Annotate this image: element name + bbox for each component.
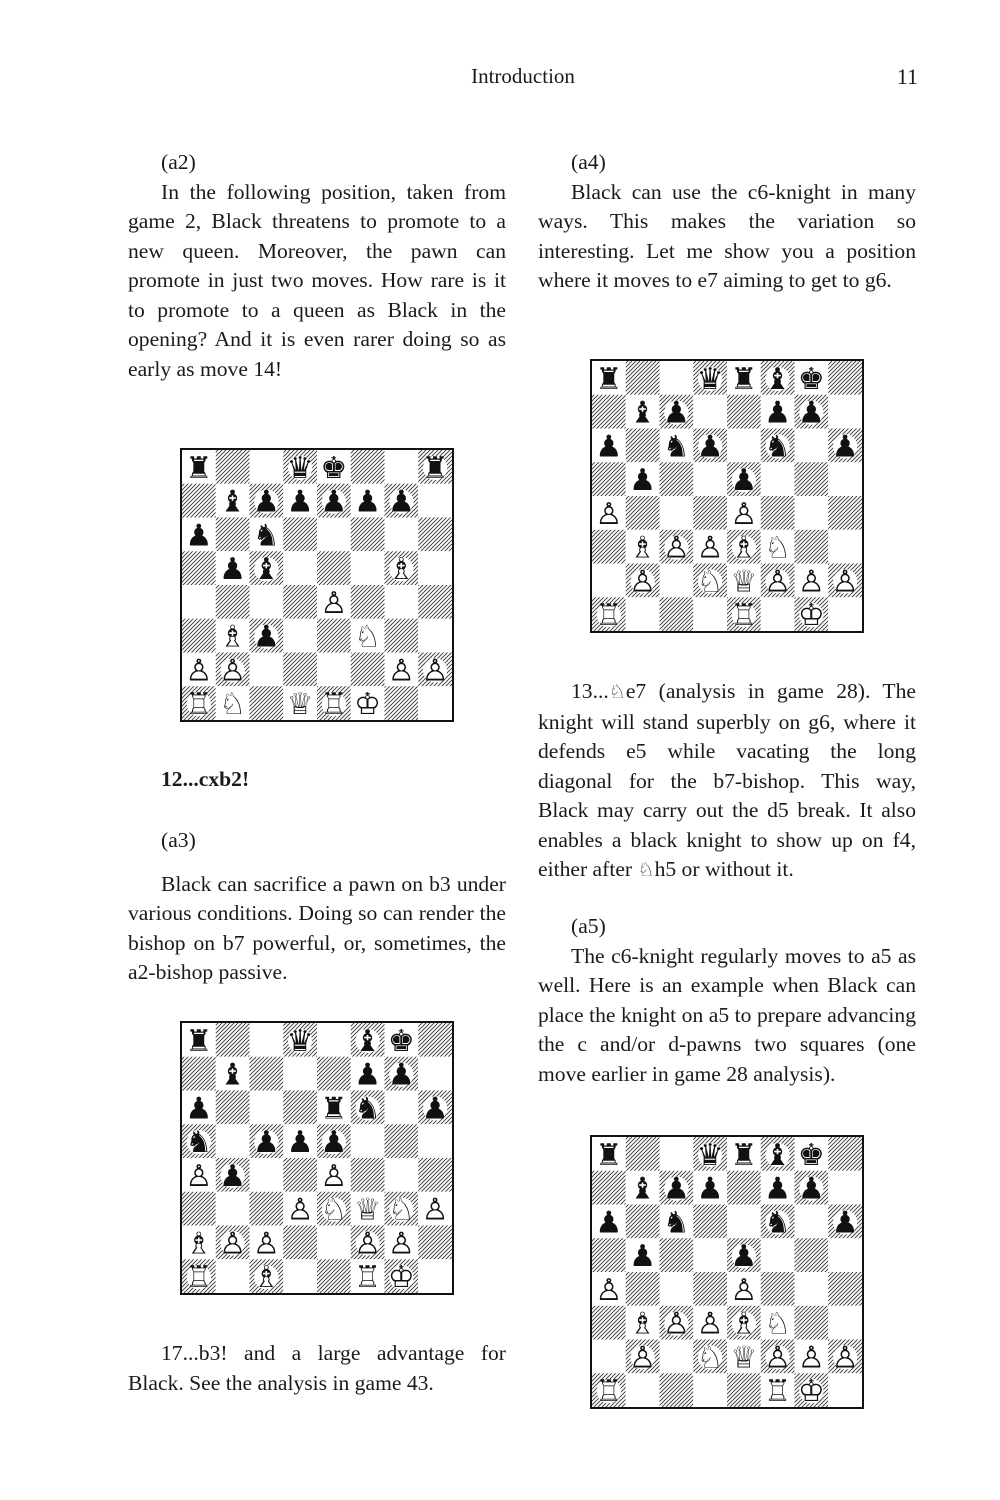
white-queen-icon: ♕ [286,687,314,720]
black-pawn-icon: ♟ [185,518,213,554]
white-pawn-icon: ♙ [797,564,825,600]
square-g3-dark [795,1306,829,1340]
square-b6-dark [216,518,250,552]
black-pawn-icon: ♟ [797,1171,825,1207]
black-pawn-icon: ♟ [219,552,247,588]
text-13-b: h5 or without it. [654,857,794,881]
black-king-icon: ♚ [320,450,348,486]
square-h4-dark [418,1158,452,1192]
black-queen-icon: ♛ [696,1137,724,1173]
square-h1-light [418,686,452,720]
square-d4-dark [693,496,727,530]
square-h2-dark [418,1226,452,1260]
white-knight-icon: ♘ [320,1192,348,1228]
white-queen-icon: ♕ [730,1340,758,1376]
white-rook-icon: ♖ [185,1260,213,1293]
page-number: 11 [896,64,918,89]
white-pawn-icon: ♙ [662,1306,690,1342]
square-h1-light [418,1259,452,1293]
text-13-a: e7 (analysis in game 28). The knight will stand superbly on g6, where it defends e5 while vacating the long diagonal for the b7-bishop. This way, Black may carry out the d5 break. It also enables a black knight to show up on f4, either after [538,679,916,881]
square-h5-light [418,1124,452,1158]
black-pawn-icon: ♟ [595,1205,623,1241]
square-c1-dark [660,597,694,631]
black-knight-icon: ♞ [252,518,280,554]
white-pawn-icon: ♙ [831,1340,859,1376]
black-pawn-icon: ♟ [696,1171,724,1207]
black-pawn-icon: ♟ [252,1125,280,1161]
white-pawn-icon: ♙ [764,1340,792,1376]
white-pawn-icon: ♙ [831,564,859,600]
label-a2: (a2) [161,150,196,174]
square-g3-dark [385,619,419,653]
square-d3-light [283,619,317,653]
square-c2-light [660,1340,694,1374]
square-g5-dark [795,1238,829,1272]
square-d4-dark [283,1158,317,1192]
square-g4-light [385,1158,419,1192]
square-h7-light [828,395,862,429]
square-d4-dark [283,585,317,619]
square-c5-dark [660,1238,694,1272]
square-b1-light [626,597,660,631]
diagram-a4 [590,359,864,633]
paragraph-a4: Black can use the c6-knight in many ways. This makes the variation so interesting. Let me show you a position where it moves to e7 aiming to get to g6. [538,179,916,292]
white-pawn-icon: ♙ [421,653,449,689]
right-caption-13 [538,677,916,886]
square-h7-light [828,1171,862,1205]
white-knight-icon: ♘ [764,530,792,566]
square-e6-light [727,429,761,463]
square-a3-dark [182,619,216,653]
square-c2-light [660,564,694,598]
square-c6-light [250,1091,284,1125]
square-h5-light [828,1238,862,1272]
white-pawn-icon: ♙ [764,564,792,600]
white-rook-icon: ♖ [320,687,348,720]
square-c4-light [660,496,694,530]
square-a3-dark [592,530,626,564]
knight-symbol-icon: ♘ [608,681,626,703]
square-h5-light [828,462,862,496]
square-b1-light [216,1259,250,1293]
black-pawn-icon: ♟ [421,1091,449,1127]
square-h3-light [828,530,862,564]
square-d7-light [693,395,727,429]
square-c8-light [660,1137,694,1171]
square-b8-dark [216,1023,250,1057]
move-12-cxb2: 12...cxb2! [161,767,250,791]
square-g4-light [795,496,829,530]
white-rook-icon: ♖ [185,687,213,720]
text-13-prefix: 13... [571,679,609,703]
black-pawn-icon: ♟ [252,484,280,520]
square-e7-dark [317,1057,351,1091]
square-f2-dark [351,653,385,687]
white-queen-icon: ♕ [730,564,758,600]
square-a5-dark [592,462,626,496]
square-b8-dark [216,450,250,484]
square-b5-light [216,1124,250,1158]
square-g4-light [385,585,419,619]
black-bishop-icon: ♝ [629,1171,657,1207]
white-knight-icon: ♘ [696,1340,724,1376]
white-knight-icon: ♘ [696,564,724,600]
white-bishop-icon: ♗ [730,530,758,566]
black-pawn-icon: ♟ [764,1171,792,1207]
caption-13-ne7 [538,677,916,886]
white-pawn-icon: ♙ [797,1340,825,1376]
white-pawn-icon: ♙ [662,530,690,566]
black-rook-icon: ♜ [421,450,449,486]
square-c7-dark [250,1057,284,1091]
black-pawn-icon: ♟ [662,395,690,431]
square-h8-dark [828,1137,862,1171]
black-pawn-icon: ♟ [797,395,825,431]
white-knight-icon: ♘ [219,687,247,720]
white-knight-icon: ♘ [387,1192,415,1228]
white-rook-icon: ♖ [354,1260,382,1293]
left-a3-block [128,826,506,988]
black-pawn-icon: ♟ [252,619,280,655]
square-d5-light [283,551,317,585]
label-a4: (a4) [571,150,606,174]
square-a2-light [592,1340,626,1374]
square-c4-light [660,1272,694,1306]
black-knight-icon: ♞ [354,1091,382,1127]
square-h1-light [828,1373,862,1407]
square-a7-dark [592,1171,626,1205]
black-knight-icon: ♞ [185,1125,213,1161]
square-c4-light [250,585,284,619]
black-pawn-icon: ♟ [387,1057,415,1093]
black-pawn-icon: ♟ [354,484,382,520]
white-rook-icon: ♖ [595,1374,623,1407]
black-pawn-icon: ♟ [320,484,348,520]
square-h7-light [418,484,452,518]
black-bishop-icon: ♝ [764,361,792,397]
square-d7-light [283,1057,317,1091]
paragraph-a3: Black can sacrifice a pawn on b3 under various conditions. Doing so can render the bishop on b7 powerful, or, sometimes, the a2-bishop passive. [128,871,506,984]
white-pawn-icon: ♙ [185,653,213,689]
white-pawn-icon: ♙ [252,1226,280,1262]
left-column [128,148,506,384]
black-bishop-icon: ♝ [252,552,280,588]
white-pawn-icon: ♙ [696,530,724,566]
square-b6-dark [626,429,660,463]
square-g8-light [385,450,419,484]
running-header-title: Introduction [471,64,575,88]
paragraph-a2: In the following position, taken from game 2, Black threatens to promote to a new queen. Moreover, the pawn can promote in just two moves. How rare is it to promote to a queen as Black in the opening? And it is even rarer doing so as early as move 14! [128,179,506,381]
square-g6-light [385,1091,419,1125]
square-h3-light [418,619,452,653]
square-d5-light [693,462,727,496]
white-pawn-icon: ♙ [730,1272,758,1308]
square-d1-light [283,1259,317,1293]
black-queen-icon: ♛ [286,450,314,486]
black-pawn-icon: ♟ [662,1171,690,1207]
square-e5-dark [317,551,351,585]
black-bishop-icon: ♝ [219,484,247,520]
white-bishop-icon: ♗ [219,619,247,655]
square-h4-dark [828,1272,862,1306]
square-a4-light [182,585,216,619]
white-king-icon: ♔ [797,1374,825,1407]
square-f5-light [761,462,795,496]
black-bishop-icon: ♝ [629,395,657,431]
black-pawn-icon: ♟ [831,429,859,465]
chess-board [592,361,862,631]
square-b1-light [626,1373,660,1407]
square-d2-dark [283,653,317,687]
black-king-icon: ♚ [797,361,825,397]
square-g5-dark [385,1124,419,1158]
white-pawn-icon: ♙ [730,496,758,532]
square-c1-dark [250,686,284,720]
black-rook-icon: ♜ [730,361,758,397]
label-a5: (a5) [571,914,606,938]
square-g5-dark [795,462,829,496]
square-b4-dark [216,585,250,619]
square-g6-light [385,518,419,552]
black-bishop-icon: ♝ [219,1057,247,1093]
white-king-icon: ♔ [797,598,825,631]
black-pawn-icon: ♟ [354,1057,382,1093]
white-king-icon: ♔ [387,1260,415,1293]
square-h4-dark [828,496,862,530]
white-pawn-icon: ♙ [629,564,657,600]
white-pawn-icon: ♙ [421,1192,449,1228]
square-a3-dark [182,1192,216,1226]
white-rook-icon: ♖ [730,598,758,631]
black-pawn-icon: ♟ [185,1091,213,1127]
square-c8-light [250,450,284,484]
black-queen-icon: ♛ [286,1023,314,1059]
black-pawn-icon: ♟ [320,1125,348,1161]
square-d1-light [693,1373,727,1407]
white-pawn-icon: ♙ [320,1158,348,1194]
square-f4-dark [761,1272,795,1306]
black-bishop-icon: ♝ [354,1023,382,1059]
black-bishop-icon: ♝ [764,1137,792,1173]
square-f4-dark [761,496,795,530]
black-knight-icon: ♞ [662,1205,690,1241]
square-d1-light [693,597,727,631]
diagram-a2 [180,448,454,722]
white-pawn-icon: ♙ [629,1340,657,1376]
right-a5-block [538,912,916,1089]
white-bishop-icon: ♗ [629,1306,657,1342]
black-pawn-icon: ♟ [730,463,758,499]
square-f5-light [761,1238,795,1272]
square-h8-dark [418,1023,452,1057]
white-bishop-icon: ♗ [629,530,657,566]
square-g6-light [795,1205,829,1239]
square-a3-dark [592,1306,626,1340]
black-knight-icon: ♞ [764,1205,792,1241]
square-c8-light [660,361,694,395]
black-pawn-icon: ♟ [629,1239,657,1275]
square-d6-dark [283,518,317,552]
white-knight-icon: ♘ [354,619,382,655]
white-pawn-icon: ♙ [387,653,415,689]
square-a7-dark [182,484,216,518]
square-f5-light [351,551,385,585]
square-f8-dark [351,450,385,484]
square-e3-dark [317,619,351,653]
black-rook-icon: ♜ [730,1137,758,1173]
square-d4-dark [693,1272,727,1306]
square-f5-light [351,1124,385,1158]
black-pawn-icon: ♟ [730,1239,758,1275]
square-a5-dark [182,551,216,585]
square-h4-dark [418,585,452,619]
white-pawn-icon: ♙ [320,585,348,621]
square-c1-dark [660,1373,694,1407]
square-f1-light [761,597,795,631]
square-a2-light [592,564,626,598]
white-pawn-icon: ♙ [354,1226,382,1262]
square-d6-dark [283,1091,317,1125]
white-pawn-icon: ♙ [595,1272,623,1308]
black-pawn-icon: ♟ [696,429,724,465]
square-e1-dark [727,1373,761,1407]
square-g1-dark [385,686,419,720]
white-pawn-icon: ♙ [595,496,623,532]
white-bishop-icon: ♗ [730,1306,758,1342]
chess-board [182,450,452,720]
white-pawn-icon: ♙ [696,1306,724,1342]
chess-board [182,1023,452,1293]
white-bishop-icon: ♗ [252,1260,280,1293]
square-c2-light [250,653,284,687]
white-pawn-icon: ♙ [185,1158,213,1194]
square-a5-dark [592,1238,626,1272]
diagram-a3 [180,1021,454,1295]
square-a7-dark [182,1057,216,1091]
black-king-icon: ♚ [387,1023,415,1059]
square-d6-dark [693,1205,727,1239]
square-c8-light [250,1023,284,1057]
black-rook-icon: ♜ [595,361,623,397]
black-knight-icon: ♞ [662,429,690,465]
square-h7-light [418,1057,452,1091]
black-pawn-icon: ♟ [286,484,314,520]
diagram-a5 [590,1135,864,1409]
square-e2-light [317,653,351,687]
square-b4-dark [626,496,660,530]
white-rook-icon: ♖ [595,598,623,631]
white-pawn-icon: ♙ [219,653,247,689]
black-pawn-icon: ♟ [764,395,792,431]
black-rook-icon: ♜ [185,1023,213,1059]
black-king-icon: ♚ [797,1137,825,1173]
square-e1-dark [317,1259,351,1293]
square-b6-dark [626,1205,660,1239]
knight-symbol-icon: ♘ [637,859,655,881]
square-f6-dark [351,518,385,552]
square-g3-dark [795,530,829,564]
black-pawn-icon: ♟ [595,429,623,465]
white-pawn-icon: ♙ [219,1226,247,1262]
right-a4-block [538,148,916,296]
square-f4-dark [351,1158,385,1192]
square-f4-dark [351,585,385,619]
paragraph-a5: The c6-knight regularly moves to a5 as well. Here is an example when Black can place the knight on a5 to prepare advancing the c and/or d-pawns two squares (one move earlier in game 28 analysis). [538,943,916,1086]
white-bishop-icon: ♗ [185,1226,213,1262]
left-move-line [128,765,506,795]
white-pawn-icon: ♙ [387,1226,415,1262]
left-caption-17 [128,1339,506,1398]
square-e8-light [317,1023,351,1057]
square-h3-light [828,1306,862,1340]
square-g6-light [795,429,829,463]
black-rook-icon: ♜ [595,1137,623,1173]
square-e6-light [727,1205,761,1239]
square-b4-dark [626,1272,660,1306]
square-b8-dark [626,361,660,395]
white-pawn-icon: ♙ [286,1192,314,1228]
black-pawn-icon: ♟ [831,1205,859,1241]
square-h6-dark [418,518,452,552]
square-h8-dark [828,361,862,395]
white-knight-icon: ♘ [764,1306,792,1342]
caption-17-b3: 17...b3! and a large advantage for Black. See the analysis in game 43. [128,1341,506,1395]
white-rook-icon: ♖ [764,1374,792,1407]
square-d2-dark [283,1226,317,1260]
square-c5-dark [660,462,694,496]
square-d5-light [693,1238,727,1272]
square-e7-dark [727,1171,761,1205]
square-b8-dark [626,1137,660,1171]
chess-board [592,1137,862,1407]
square-h1-light [828,597,862,631]
square-b3-light [216,1192,250,1226]
white-queen-icon: ♕ [354,1192,382,1228]
white-bishop-icon: ♗ [387,552,415,588]
black-pawn-icon: ♟ [219,1158,247,1194]
square-b6-dark [216,1091,250,1125]
black-knight-icon: ♞ [764,429,792,465]
square-e2-light [317,1226,351,1260]
white-king-icon: ♔ [354,687,382,720]
black-queen-icon: ♛ [696,361,724,397]
label-a3: (a3) [161,828,196,852]
black-pawn-icon: ♟ [387,484,415,520]
square-e6-light [317,518,351,552]
square-c4-light [250,1158,284,1192]
square-c3-dark [250,1192,284,1226]
black-rook-icon: ♜ [185,450,213,486]
square-g4-light [795,1272,829,1306]
black-pawn-icon: ♟ [286,1125,314,1161]
black-rook-icon: ♜ [320,1091,348,1127]
square-h5-light [418,551,452,585]
square-e7-dark [727,395,761,429]
black-pawn-icon: ♟ [629,463,657,499]
square-a7-dark [592,395,626,429]
